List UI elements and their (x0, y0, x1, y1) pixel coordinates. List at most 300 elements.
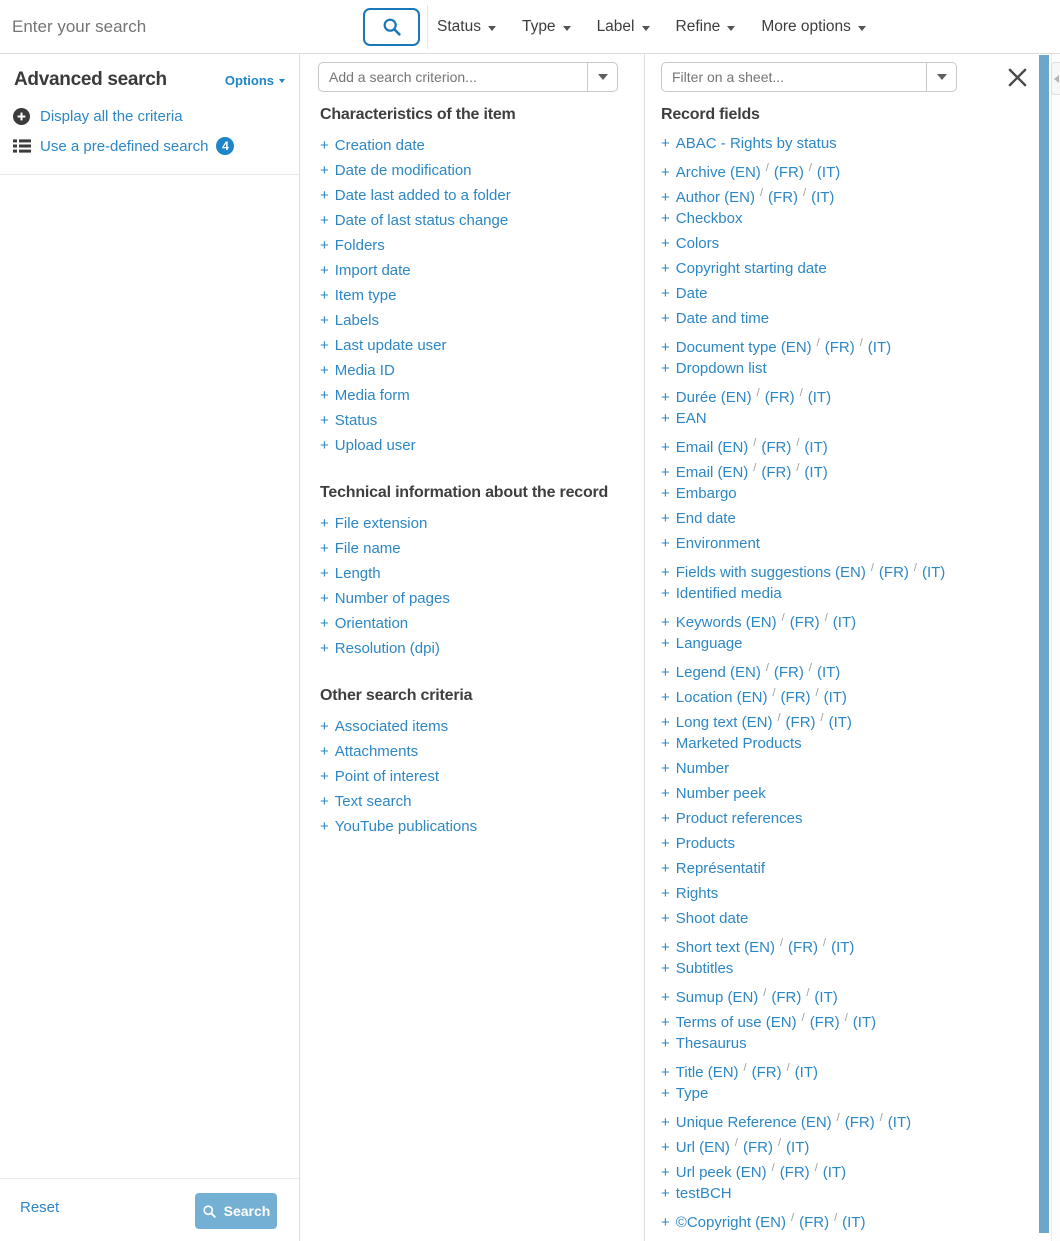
lang-link[interactable]: (FR) (771, 989, 802, 1006)
plus-icon: + (661, 785, 670, 802)
lang-link[interactable]: (FR) (761, 439, 792, 456)
record-field-label: Title (EN) (675, 1064, 739, 1081)
plus-icon: + (661, 714, 670, 731)
sidebar-header (0, 54, 299, 97)
record-field-link[interactable] (661, 356, 1039, 381)
record-field-label: Shoot date (675, 910, 749, 927)
record-field-label: Product references (675, 810, 803, 827)
criterion-link[interactable] (320, 561, 644, 586)
criteria-section-title: Other search criteria (320, 687, 473, 704)
plus-icon: + (661, 260, 670, 277)
lang-link[interactable]: (IT) (816, 664, 841, 681)
chevron-down-icon (642, 26, 650, 31)
lang-separator: / (808, 162, 812, 174)
record-field-link[interactable] (661, 1156, 1039, 1181)
record-field-label: Subtitles (675, 960, 734, 977)
global-search-input[interactable] (12, 13, 342, 41)
lang-link[interactable]: (FR) (844, 1114, 875, 1131)
record-field-link[interactable] (661, 156, 1039, 181)
plus-icon: + (661, 510, 670, 527)
record-field-link[interactable] (661, 406, 1039, 431)
options-menu[interactable] (225, 73, 285, 88)
record-field-link[interactable] (661, 206, 1039, 231)
criterion-label: Media form (334, 387, 410, 404)
link-label: Use a pre-defined search (40, 137, 209, 155)
menu-label: Label (596, 18, 635, 35)
plus-icon: + (661, 614, 670, 631)
record-fields-list (661, 131, 1039, 1231)
criterion-label: File extension (334, 515, 428, 532)
plus-icon: + (661, 989, 670, 1006)
lang-link[interactable]: (IT) (786, 1139, 810, 1156)
lang-separator: / (879, 1112, 883, 1124)
clipped-next-panel (1051, 54, 1060, 1241)
record-field-label: Keywords (EN) (675, 614, 777, 631)
record-field-label: Language (675, 635, 743, 652)
plus-icon: + (320, 162, 329, 179)
criteria-section (300, 685, 644, 839)
magnifier-icon (202, 1204, 217, 1219)
criterion-link[interactable] (320, 258, 644, 283)
menu-label: Status (437, 18, 481, 35)
plus-icon: + (320, 187, 329, 204)
record-field-label: Marketed Products (675, 735, 802, 752)
lang-separator: / (806, 987, 810, 999)
record-field-link[interactable] (661, 1131, 1039, 1156)
lang-separator: / (759, 187, 764, 199)
record-fields-panel (645, 54, 1039, 1241)
topbar-menu-label[interactable] (584, 18, 663, 36)
record-field-link[interactable] (661, 1006, 1039, 1031)
record-field-label: Copyright starting date (675, 260, 827, 277)
record-field-label: Fields with suggestions (EN) (675, 564, 866, 581)
record-field-label: Short text (EN) (675, 939, 775, 956)
record-field-label: Représentatif (675, 860, 765, 877)
criterion-label: Text search (334, 793, 412, 810)
criterion-link[interactable] (320, 636, 644, 661)
criterion-link[interactable] (320, 183, 644, 208)
criterion-link[interactable] (320, 358, 644, 383)
criteria-section (300, 482, 644, 661)
record-field-label: Email (EN) (675, 439, 749, 456)
criterion-link[interactable] (320, 383, 644, 408)
plus-icon: + (320, 337, 329, 354)
options-label: Options (224, 72, 274, 88)
sidebar-links (0, 97, 299, 161)
criteria-section-title: Technical information about the record (320, 484, 609, 501)
link-label: Display all the criteria (40, 107, 183, 125)
lang-separator: / (824, 612, 828, 624)
plus-icon: + (320, 743, 329, 760)
lang-link[interactable]: (FR) (773, 164, 804, 181)
lang-separator: / (820, 712, 824, 724)
add-criterion-combobox[interactable] (318, 62, 618, 92)
criterion-link[interactable] (320, 158, 644, 183)
combobox-dropdown-button[interactable] (926, 63, 956, 91)
criterion-link[interactable] (320, 764, 644, 789)
plus-icon: + (661, 1114, 670, 1131)
topbar-menu-status[interactable] (424, 18, 509, 36)
lang-separator: / (814, 1162, 818, 1174)
record-field-label: Archive (EN) (675, 164, 761, 181)
criterion-label: Number of pages (334, 590, 450, 607)
lang-link[interactable]: (IT) (814, 989, 838, 1006)
plus-icon: + (661, 1064, 670, 1081)
lang-link[interactable]: (IT) (887, 1114, 912, 1131)
reset-button[interactable]: Reset (20, 1199, 60, 1216)
record-field-link[interactable] (661, 706, 1039, 731)
record-field-label: Terms of use (EN) (675, 1014, 797, 1031)
record-field-link[interactable] (661, 906, 1039, 931)
combobox-placeholder: Add a search criterion... (329, 69, 477, 85)
criterion-label: Labels (334, 312, 379, 329)
lang-link[interactable]: (FR) (773, 664, 804, 681)
criterion-link[interactable] (320, 433, 644, 458)
record-field-link[interactable] (661, 131, 1039, 156)
record-field-link[interactable] (661, 931, 1039, 956)
plus-icon: + (320, 565, 329, 582)
sidebar-footer (0, 1178, 299, 1241)
record-field-link[interactable] (661, 831, 1039, 856)
plus-icon: + (320, 718, 329, 735)
record-field-link[interactable] (661, 856, 1039, 881)
lang-separator: / (753, 462, 757, 474)
plus-icon: + (320, 590, 329, 607)
criterion-label: Last update user (334, 337, 447, 354)
criterion-link[interactable] (320, 814, 644, 839)
plus-circle-icon (12, 107, 31, 126)
criterion-label: Date de modification (334, 162, 472, 179)
record-field-link[interactable] (661, 1181, 1039, 1206)
plus-icon: + (661, 210, 670, 227)
lang-link[interactable]: (IT) (828, 714, 852, 731)
record-field-link[interactable] (661, 981, 1039, 1006)
lang-link[interactable]: (IT) (816, 164, 841, 181)
criterion-label: Date last added to a folder (334, 187, 511, 204)
plus-icon: + (320, 793, 329, 810)
plus-icon: + (320, 262, 329, 279)
record-field-label: Colors (675, 235, 720, 252)
criterion-link[interactable] (320, 233, 644, 258)
record-field-link[interactable] (661, 256, 1039, 281)
lang-separator: / (734, 1137, 738, 1149)
record-field-label: Thesaurus (675, 1035, 747, 1052)
chevron-down-icon (279, 79, 285, 83)
lang-separator: / (808, 662, 812, 674)
criterion-label: Import date (334, 262, 411, 279)
record-field-link[interactable] (661, 731, 1039, 756)
criterion-link[interactable] (320, 714, 644, 739)
record-field-link[interactable] (661, 1056, 1039, 1081)
lang-link[interactable]: (FR) (764, 389, 795, 406)
lang-separator: / (816, 337, 820, 349)
lang-link[interactable]: (IT) (867, 339, 892, 356)
lang-separator: / (859, 337, 863, 349)
record-field-label: Legend (EN) (675, 664, 761, 681)
record-field-link[interactable] (661, 331, 1039, 356)
chevron-down-icon (937, 74, 947, 80)
plus-icon: + (320, 237, 329, 254)
criterion-label: Orientation (334, 615, 409, 632)
record-field-label: Url (EN) (675, 1139, 730, 1156)
plus-icon: + (320, 287, 329, 304)
lang-separator: / (786, 1062, 790, 1074)
criterion-label: Length (334, 565, 381, 582)
criterion-link[interactable] (320, 408, 644, 433)
record-field-label: Author (EN) (675, 189, 755, 206)
global-search-button[interactable] (363, 8, 420, 46)
filter-sheet-combobox[interactable] (661, 62, 957, 92)
plus-icon: + (320, 615, 329, 632)
criteria-sections (300, 104, 644, 839)
record-field-link[interactable] (661, 231, 1039, 256)
plus-icon: + (661, 960, 670, 977)
plus-icon: + (661, 439, 670, 456)
plus-icon: + (661, 860, 670, 877)
chevron-down-icon (598, 74, 608, 80)
plus-icon: + (661, 339, 670, 356)
record-field-label: ©Copyright (EN) (675, 1214, 787, 1231)
plus-icon: + (661, 410, 670, 427)
record-field-link[interactable] (661, 481, 1039, 506)
lang-link[interactable]: (IT) (804, 464, 828, 481)
criterion-label: YouTube publications (334, 818, 478, 835)
lang-link[interactable]: (FR) (768, 189, 799, 206)
search-button[interactable] (195, 1193, 277, 1229)
record-field-label: Number peek (675, 785, 766, 802)
lang-separator: / (781, 612, 785, 624)
lang-link[interactable]: (IT) (794, 1064, 818, 1081)
record-field-link[interactable] (661, 806, 1039, 831)
lang-separator: / (870, 562, 874, 574)
lang-link[interactable]: (IT) (832, 614, 857, 631)
plus-icon: + (661, 1139, 670, 1156)
lang-separator: / (763, 987, 767, 999)
lang-link[interactable]: (IT) (831, 939, 855, 956)
record-field-link[interactable] (661, 181, 1039, 206)
plus-icon: + (320, 515, 329, 532)
plus-icon: + (661, 564, 670, 581)
lang-separator: / (777, 712, 781, 724)
record-field-label: Environment (675, 535, 760, 552)
lang-link[interactable]: (FR) (751, 1064, 782, 1081)
record-field-link[interactable] (661, 531, 1039, 556)
criterion-link[interactable] (320, 333, 644, 358)
plus-icon: + (661, 939, 670, 956)
criterion-link[interactable] (320, 789, 644, 814)
record-field-link[interactable] (661, 956, 1039, 981)
record-field-link[interactable] (661, 1081, 1039, 1106)
criterion-link[interactable] (320, 739, 644, 764)
record-field-link[interactable] (661, 1206, 1039, 1231)
plus-icon: + (661, 689, 670, 706)
lang-link[interactable]: (FR) (742, 1139, 773, 1156)
record-field-link[interactable] (661, 306, 1039, 331)
display-all-criteria-link[interactable] (12, 101, 299, 131)
combobox-placeholder: Filter on a sheet... (672, 69, 785, 85)
magnifier-icon (381, 16, 403, 38)
close-panel-button[interactable] (1005, 65, 1029, 89)
lang-separator: / (823, 937, 827, 949)
criterion-link[interactable] (320, 308, 644, 333)
record-field-label: Type (675, 1085, 709, 1102)
lang-link[interactable]: (FR) (824, 339, 855, 356)
record-field-label: Date (675, 285, 708, 302)
lang-link[interactable]: (FR) (878, 564, 909, 581)
record-field-label: ABAC - Rights by status (675, 135, 837, 152)
criterion-label: Creation date (334, 137, 425, 154)
lang-link[interactable]: (IT) (921, 564, 946, 581)
lang-link[interactable]: (FR) (780, 689, 811, 706)
plus-icon: + (320, 137, 329, 154)
criterion-label: Associated items (334, 718, 449, 735)
criteria-list (320, 511, 644, 661)
plus-icon: + (320, 540, 329, 557)
plus-icon: + (661, 135, 670, 152)
plus-icon: + (320, 640, 329, 657)
lang-separator: / (799, 387, 803, 399)
plus-icon: + (661, 585, 670, 602)
record-field-label: Checkbox (675, 210, 743, 227)
plus-icon: + (320, 362, 329, 379)
search-button-label: Search (223, 1203, 271, 1219)
plus-icon: + (661, 535, 670, 552)
record-field-link[interactable] (661, 456, 1039, 481)
criterion-label: Upload user (334, 437, 416, 454)
plus-icon: + (661, 389, 670, 406)
criterion-link[interactable] (320, 511, 644, 536)
record-field-link[interactable] (661, 881, 1039, 906)
criterion-link[interactable] (320, 611, 644, 636)
lang-separator: / (834, 1212, 838, 1224)
menu-label: Refine (675, 18, 721, 35)
lang-link[interactable]: (FR) (779, 1164, 810, 1181)
lang-link[interactable]: (IT) (811, 189, 835, 206)
panel-title: Advanced search (14, 69, 167, 90)
topbar-menu-type[interactable] (509, 18, 584, 36)
record-field-link[interactable] (661, 781, 1039, 806)
plus-icon: + (661, 1035, 670, 1052)
record-field-label: Sumup (EN) (675, 989, 759, 1006)
plus-icon: + (320, 212, 329, 229)
search-criteria-panel (300, 54, 645, 1241)
topbar (0, 0, 1060, 54)
predefined-search-link[interactable] (12, 131, 299, 161)
predefined-search-count-badge: 4 (216, 137, 234, 155)
lang-link[interactable]: (IT) (823, 689, 847, 706)
plus-icon: + (661, 1185, 670, 1202)
criterion-link[interactable] (320, 536, 644, 561)
record-field-label: Long text (EN) (675, 714, 773, 731)
lang-link[interactable]: (FR) (761, 464, 792, 481)
lang-separator: / (777, 1137, 782, 1149)
criteria-list (320, 133, 644, 458)
predefined-list-icon (12, 137, 31, 156)
lang-link[interactable]: (IT) (822, 1164, 847, 1181)
lang-separator: / (779, 937, 784, 949)
record-field-label: Location (EN) (675, 689, 768, 706)
plus-icon: + (661, 760, 670, 777)
plus-icon: + (661, 464, 670, 481)
lang-link[interactable]: (FR) (789, 614, 820, 631)
record-field-link[interactable] (661, 1106, 1039, 1131)
plus-icon: + (661, 1085, 670, 1102)
record-field-label: Number (675, 760, 730, 777)
vertical-scrollbar-thumb[interactable] (1039, 55, 1049, 1233)
criterion-link[interactable] (320, 586, 644, 611)
plus-icon: + (320, 387, 329, 404)
lang-separator: / (771, 1162, 775, 1174)
criterion-label: Attachments (334, 743, 419, 760)
record-field-link[interactable] (661, 1031, 1039, 1056)
combobox-dropdown-button[interactable] (587, 63, 617, 91)
criterion-link[interactable] (320, 133, 644, 158)
record-field-label: Unique Reference (EN) (675, 1114, 832, 1131)
topbar-menu-more-options[interactable] (748, 18, 879, 36)
lang-separator: / (756, 387, 760, 399)
lang-link[interactable]: (IT) (852, 1014, 877, 1031)
lang-link[interactable]: (IT) (807, 389, 832, 406)
plus-icon: + (661, 485, 670, 502)
chevron-down-icon (858, 26, 866, 31)
plus-icon: + (661, 1164, 670, 1181)
record-field-label: Products (675, 835, 735, 852)
lang-link[interactable]: (IT) (842, 1214, 866, 1231)
plus-icon: + (661, 635, 670, 652)
lang-separator: / (796, 462, 800, 474)
plus-icon: + (320, 818, 329, 835)
record-field-link[interactable] (661, 381, 1039, 406)
lang-separator: / (765, 162, 769, 174)
menu-label: Type (521, 18, 556, 35)
record-field-link[interactable] (661, 506, 1039, 531)
lang-separator: / (844, 1012, 848, 1024)
lang-separator: / (801, 1012, 805, 1024)
record-field-link[interactable] (661, 656, 1039, 681)
criterion-label: Item type (334, 287, 397, 304)
record-field-link[interactable] (661, 681, 1039, 706)
record-field-link[interactable] (661, 606, 1039, 631)
criterion-link[interactable] (320, 208, 644, 233)
plus-icon: + (320, 768, 329, 785)
lang-separator: / (836, 1112, 840, 1124)
record-field-label: testBCH (675, 1185, 732, 1202)
chevron-down-icon (727, 26, 735, 31)
lang-link[interactable]: (FR) (809, 1014, 840, 1031)
record-field-link[interactable] (661, 281, 1039, 306)
record-field-link[interactable] (661, 556, 1039, 581)
criterion-link[interactable] (320, 283, 644, 308)
plus-icon: + (661, 810, 670, 827)
record-field-link[interactable] (661, 756, 1039, 781)
lang-separator: / (791, 1212, 795, 1224)
advanced-search-sidebar (0, 54, 300, 1241)
record-field-link[interactable] (661, 581, 1039, 606)
criterion-label: Status (334, 412, 378, 429)
topbar-menu-refine[interactable] (663, 18, 749, 36)
plus-icon: + (320, 412, 329, 429)
lang-link[interactable]: (IT) (804, 439, 828, 456)
lang-link[interactable]: (FR) (788, 939, 819, 956)
lang-link[interactable]: (FR) (799, 1214, 830, 1231)
record-field-link[interactable] (661, 431, 1039, 456)
lang-link[interactable]: (FR) (785, 714, 816, 731)
criteria-section-title: Characteristics of the item (320, 106, 516, 123)
record-field-link[interactable] (661, 631, 1039, 656)
criterion-label: Media ID (334, 362, 395, 379)
record-field-label: Date and time (675, 310, 770, 327)
lang-separator: / (815, 687, 819, 699)
